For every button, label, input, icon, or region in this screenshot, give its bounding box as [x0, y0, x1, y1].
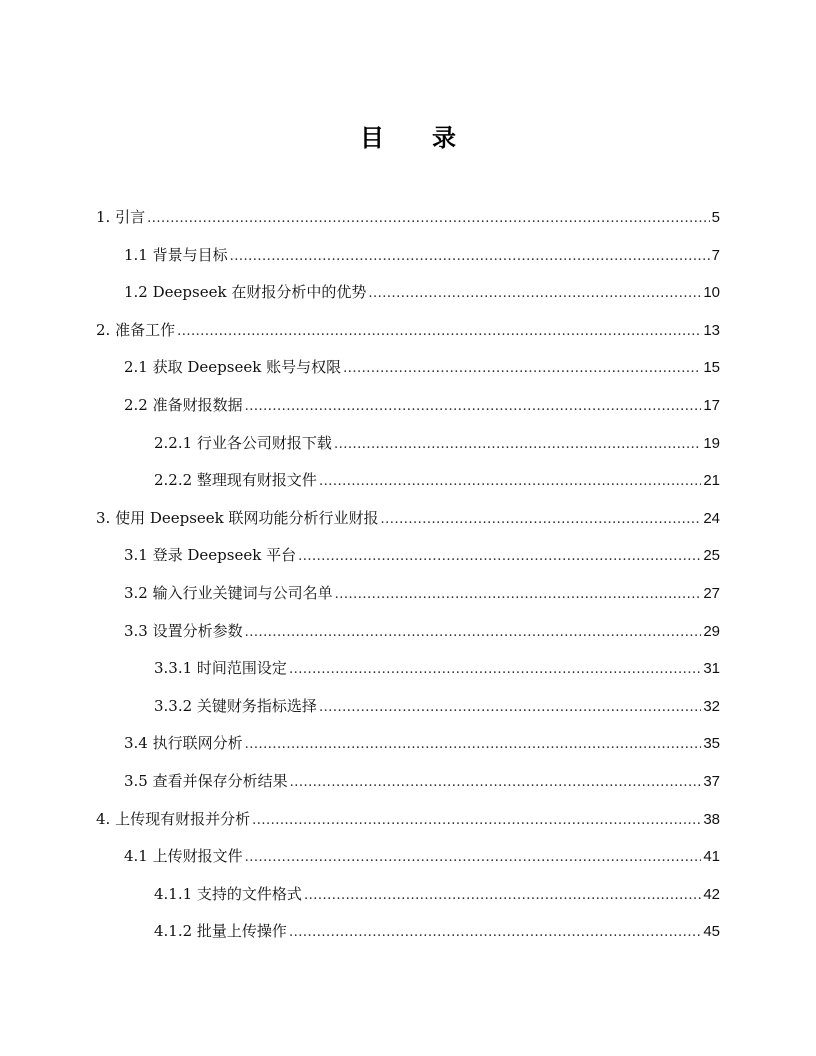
- toc-dot-leader: [245, 839, 702, 877]
- toc-dot-leader: [147, 200, 710, 238]
- toc-entry[interactable]: [96, 801, 720, 839]
- toc-entry[interactable]: [96, 237, 720, 275]
- toc-dot-leader: [245, 388, 702, 426]
- toc-entry-title: 1.2 Deepseek 在财报分析中的优势: [124, 283, 367, 302]
- toc-entry-title: 1. 引言: [96, 208, 146, 226]
- toc-page-number: 19: [703, 434, 720, 452]
- toc-entry-title: 4.1.2 批量上传操作: [154, 922, 287, 941]
- toc-page-number: 24: [703, 509, 720, 527]
- toc-entry-title: 2.2 准备财报数据: [124, 395, 243, 414]
- toc-entry[interactable]: [96, 500, 720, 538]
- toc-page-number: 45: [703, 923, 720, 941]
- toc-entry-title: 3.4 执行联网分析: [124, 734, 243, 753]
- toc-dot-leader: [298, 538, 701, 576]
- toc-entry[interactable]: [96, 613, 720, 651]
- toc-entry-title: 2.2.2 整理现有财报文件: [154, 471, 317, 490]
- toc-entry[interactable]: [96, 763, 720, 801]
- toc-dot-leader: [334, 426, 701, 464]
- toc-dot-leader: [245, 614, 702, 652]
- toc-entry-title: 4.1 上传财报文件: [124, 847, 243, 866]
- toc-page-number: 41: [703, 848, 720, 866]
- toc-page-number: 29: [703, 622, 720, 640]
- toc-entry[interactable]: [96, 725, 720, 763]
- toc-dot-leader: [343, 350, 701, 388]
- toc-entry[interactable]: [96, 425, 720, 463]
- toc-entry[interactable]: [96, 312, 720, 350]
- title-char-2: 录: [432, 124, 456, 152]
- toc-entry[interactable]: [96, 387, 720, 425]
- toc-entry[interactable]: [96, 274, 720, 312]
- toc-dot-leader: [304, 877, 701, 915]
- toc-entry[interactable]: [96, 913, 720, 951]
- toc-page-number: 37: [703, 772, 720, 790]
- toc-entry-title: 3.1 登录 Deepseek 平台: [124, 546, 297, 565]
- toc-entry-title: 3.3.1 时间范围设定: [154, 659, 287, 678]
- toc-page-number: 7: [711, 246, 720, 264]
- toc-page-number: 27: [703, 584, 720, 602]
- page-title: [0, 118, 816, 153]
- toc-dot-leader: [381, 501, 702, 539]
- toc-entry-title: 1.1 背景与目标: [124, 245, 228, 264]
- toc-entry-title: 3.5 查看并保存分析结果: [124, 771, 288, 790]
- toc-entry[interactable]: [96, 688, 720, 726]
- toc-page-number: 32: [703, 697, 720, 715]
- toc-page-number: 13: [703, 321, 720, 339]
- toc-entry-title: 2.1 获取 Deepseek 账号与权限: [124, 358, 342, 377]
- table-of-contents: [96, 199, 720, 951]
- toc-dot-leader: [335, 576, 702, 614]
- toc-entry[interactable]: [96, 537, 720, 575]
- toc-page-number: 31: [703, 660, 720, 678]
- toc-page-number: 5: [711, 209, 720, 226]
- toc-page-number: 15: [703, 359, 720, 377]
- toc-page-number: 38: [703, 810, 720, 828]
- toc-entry-title: 2. 准备工作: [96, 320, 176, 339]
- toc-entry-title: 3.3.2 关键财务指标选择: [154, 696, 317, 715]
- toc-entry-title: 4.1.1 支持的文件格式: [154, 884, 302, 903]
- toc-entry[interactable]: [96, 876, 720, 914]
- toc-entry-title: 3. 使用 Deepseek 联网功能分析行业财报: [96, 508, 379, 527]
- toc-entry-title: 3.3 设置分析参数: [124, 621, 243, 640]
- toc-entry[interactable]: [96, 199, 720, 237]
- toc-dot-leader: [230, 238, 710, 276]
- toc-entry[interactable]: [96, 349, 720, 387]
- toc-page-number: 21: [703, 472, 720, 490]
- toc-dot-leader: [368, 275, 701, 313]
- toc-dot-leader: [290, 764, 702, 802]
- toc-dot-leader: [177, 313, 701, 351]
- toc-dot-leader: [245, 726, 702, 764]
- toc-dot-leader: [319, 463, 701, 501]
- toc-page-number: 17: [703, 396, 720, 414]
- toc-dot-leader: [289, 651, 701, 689]
- toc-dot-leader: [319, 689, 701, 727]
- toc-entry[interactable]: [96, 575, 720, 613]
- toc-entry-title: 2.2.1 行业各公司财报下载: [154, 433, 332, 452]
- toc-entry[interactable]: [96, 650, 720, 688]
- toc-page-number: 42: [703, 885, 720, 903]
- toc-entry[interactable]: [96, 838, 720, 876]
- toc-entry[interactable]: [96, 462, 720, 500]
- toc-entry-title: 3.2 输入行业关键词与公司名单: [124, 583, 333, 602]
- toc-dot-leader: [289, 914, 701, 952]
- toc-page-number: 25: [703, 547, 720, 565]
- toc-page-number: 35: [703, 735, 720, 753]
- title-char-1: 目: [360, 124, 384, 152]
- toc-page-number: 10: [703, 284, 720, 302]
- toc-entry-title: 4. 上传现有财报并分析: [96, 809, 251, 828]
- toc-dot-leader: [252, 802, 701, 840]
